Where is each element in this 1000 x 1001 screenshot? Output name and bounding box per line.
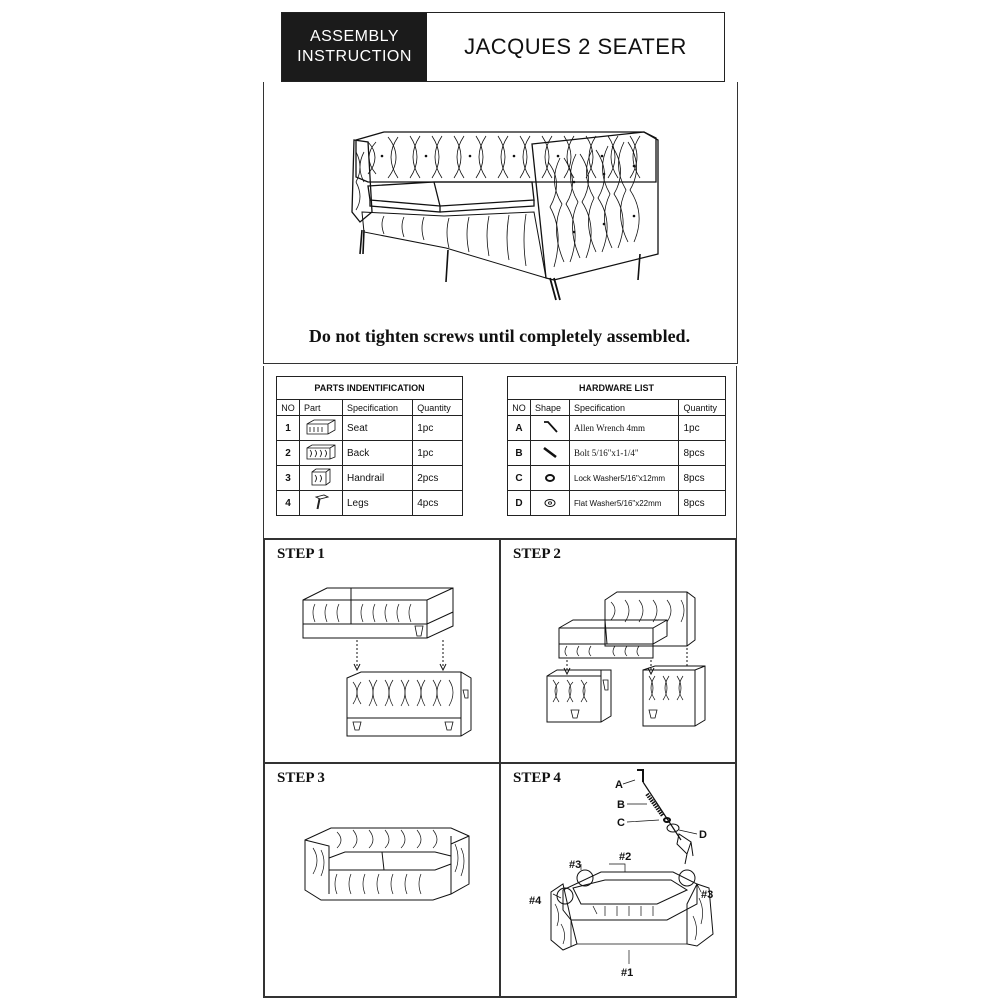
row-no: 2 xyxy=(277,441,300,466)
table-row xyxy=(508,441,726,466)
callout-d: D xyxy=(699,829,707,841)
part-spec: Legs xyxy=(343,491,413,516)
callout-b: B xyxy=(617,799,625,811)
title-header xyxy=(281,12,725,82)
col-part: Part xyxy=(300,400,343,416)
badge-line-2: INSTRUCTION xyxy=(297,48,412,65)
row-no: B xyxy=(508,441,531,466)
part-spec: Back xyxy=(343,441,413,466)
parts-table-title: PARTS INDENTIFICATION xyxy=(276,376,463,399)
hardware-spec: Allen Wrench 4mm xyxy=(570,416,679,441)
callout-a: A xyxy=(615,779,623,791)
part-qty: 1pc xyxy=(413,416,463,441)
tables-frame xyxy=(263,366,737,539)
badge-line-1: ASSEMBLY xyxy=(309,28,400,45)
row-no: 1 xyxy=(277,416,300,441)
model-name: JACQUES 2 SEATER xyxy=(464,34,687,59)
seat-icon xyxy=(300,416,343,441)
hardware-spec: Bolt 5/16"x1-1/4" xyxy=(570,441,679,466)
row-no: 3 xyxy=(277,466,300,491)
callout-part-1: #1 xyxy=(621,967,634,979)
hardware-header-row xyxy=(508,400,726,416)
lock-washer-icon xyxy=(531,466,570,491)
allen-wrench-icon xyxy=(531,416,570,441)
table-row xyxy=(508,416,726,441)
hardware-qty: 8pcs xyxy=(679,466,726,491)
assembly-badge xyxy=(282,13,427,81)
table-row xyxy=(277,441,463,466)
col-no: NO xyxy=(508,400,531,416)
part-spec: Seat xyxy=(343,416,413,441)
step-1-label: STEP 1 xyxy=(277,546,325,562)
handrail-icon xyxy=(300,466,343,491)
assembly-warning: Do not tighten screws until completely assembled. xyxy=(308,326,691,346)
flat-washer-icon xyxy=(531,491,570,516)
row-no: A xyxy=(508,416,531,441)
hardware-table xyxy=(507,376,726,516)
col-spec: Specification xyxy=(343,400,413,416)
callout-part-2: #2 xyxy=(619,851,632,863)
step-2-diagram xyxy=(501,540,735,762)
part-qty: 4pcs xyxy=(413,491,463,516)
step-1-diagram xyxy=(265,540,499,762)
step-1-panel xyxy=(264,539,500,763)
step-4-label: STEP 4 xyxy=(513,770,561,786)
step-2-panel xyxy=(500,539,736,763)
steps-grid xyxy=(263,538,737,998)
col-qty: Quantity xyxy=(679,400,726,416)
back-icon xyxy=(300,441,343,466)
parts-table xyxy=(276,376,463,516)
table-row xyxy=(277,416,463,441)
callout-part-3-right: #3 xyxy=(701,889,714,901)
col-qty: Quantity xyxy=(413,400,463,416)
callout-part-3-left: #3 xyxy=(569,859,582,871)
table-row xyxy=(277,491,463,516)
step-3-panel xyxy=(264,763,500,997)
hardware-spec: Flat Washer5/16"x22mm xyxy=(570,491,679,516)
part-qty: 1pc xyxy=(413,441,463,466)
hero-illustration-frame xyxy=(263,82,738,364)
callout-c: C xyxy=(617,817,625,829)
table-row xyxy=(277,466,463,491)
step-3-diagram xyxy=(265,764,499,996)
hardware-qty: 8pcs xyxy=(679,491,726,516)
table-row xyxy=(508,466,726,491)
hardware-table-title: HARDWARE LIST xyxy=(507,376,726,399)
hardware-qty: 8pcs xyxy=(679,441,726,466)
row-no: C xyxy=(508,466,531,491)
hardware-qty: 1pc xyxy=(679,416,726,441)
part-qty: 2pcs xyxy=(413,466,463,491)
step-4-panel xyxy=(500,763,736,997)
col-spec: Specification xyxy=(570,400,679,416)
parts-header-row xyxy=(277,400,463,416)
step-3-label: STEP 3 xyxy=(277,770,325,786)
callout-part-4: #4 xyxy=(529,895,542,907)
row-no: D xyxy=(508,491,531,516)
col-shape: Shape xyxy=(531,400,570,416)
step-4-diagram xyxy=(501,764,735,996)
bolt-icon xyxy=(531,441,570,466)
leg-icon xyxy=(300,491,343,516)
sofa-illustration xyxy=(264,82,737,363)
col-no: NO xyxy=(277,400,300,416)
part-spec: Handrail xyxy=(343,466,413,491)
hardware-spec: Lock Washer5/16"x12mm xyxy=(570,466,679,491)
table-row xyxy=(508,491,726,516)
step-2-label: STEP 2 xyxy=(513,546,561,562)
row-no: 4 xyxy=(277,491,300,516)
